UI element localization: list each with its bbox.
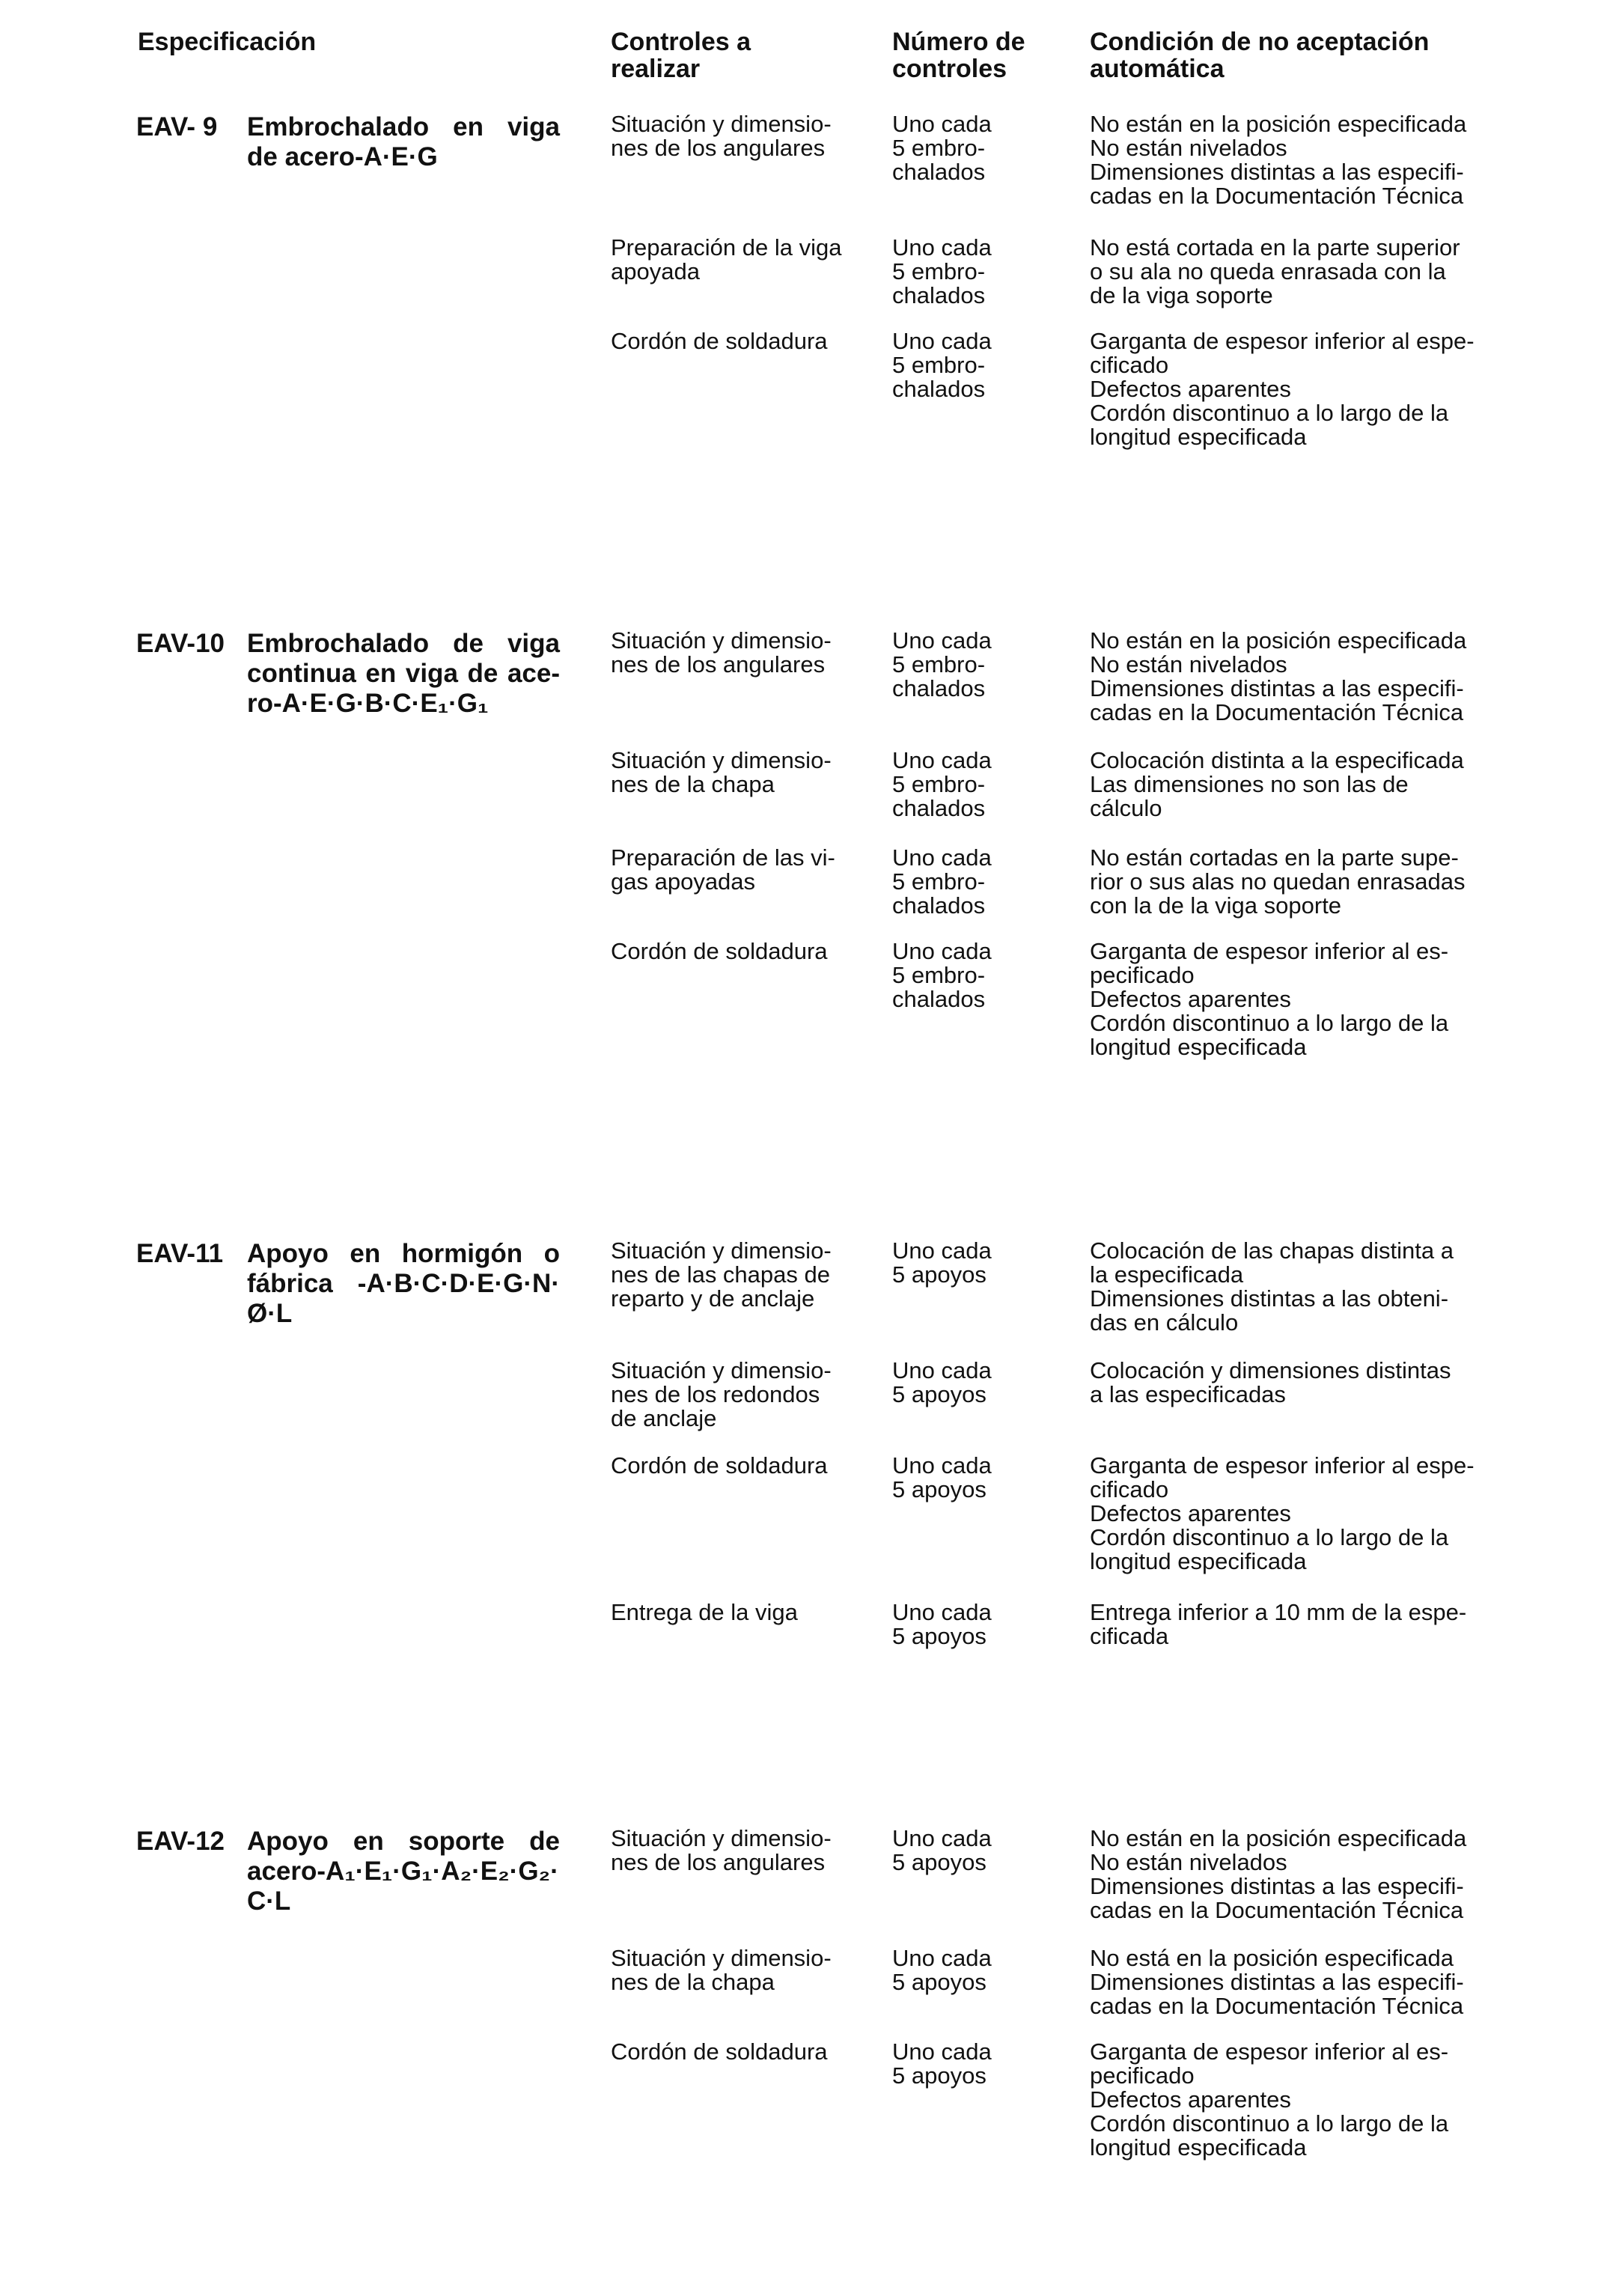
cell-line: das en cálculo (1090, 1309, 1239, 1336)
header-condicion (1090, 28, 1539, 82)
frequency-cell (892, 629, 1064, 701)
header-line: automática (1090, 55, 1225, 83)
cell-line: Uno cada (892, 111, 992, 137)
spec-title-line: continua en viga de ace- (247, 659, 560, 688)
cell-line: Garganta de espesor inferior al espe- (1090, 1452, 1475, 1479)
cell-line: Cordón de soldadura (611, 328, 828, 354)
cell-line: Cordón discontinuo a lo largo de la (1090, 2110, 1449, 2137)
cell-line: No están en la posición especificada (1090, 1825, 1467, 1851)
cell-line: nes de los redondos (611, 1381, 820, 1407)
cell-line: Cordón de soldadura (611, 938, 828, 964)
cell-line: Uno cada (892, 1237, 992, 1264)
control-cell (611, 1601, 873, 1624)
cell-line: pecificado (1090, 2062, 1195, 2089)
cell-line: cadas en la Documentación Técnica (1090, 1993, 1464, 2019)
control-cell (611, 236, 873, 284)
cell-line: chalados (892, 159, 986, 185)
cell-line: nes de la chapa (611, 1969, 775, 1995)
cell-line: cificada (1090, 1623, 1169, 1649)
cell-line: No está cortada en la parte superior (1090, 234, 1460, 261)
control-cell (611, 629, 873, 677)
cell-line: Uno cada (892, 1825, 992, 1851)
cell-line: Situación y dimensio- (611, 111, 832, 137)
cell-line: chalados (892, 282, 986, 308)
cell-line: cificado (1090, 352, 1169, 378)
cell-line: rior o sus alas no quedan enrasadas (1090, 868, 1466, 895)
cell-line: chalados (892, 986, 986, 1012)
rejection-condition-cell (1090, 1827, 1524, 1922)
cell-line: Situación y dimensio- (611, 1237, 832, 1264)
rejection-condition-cell (1090, 1946, 1524, 2018)
cell-line: Dimensiones distintas a las especifi- (1090, 675, 1464, 701)
rejection-condition-cell (1090, 2040, 1524, 2160)
cell-line: Garganta de espesor inferior al es- (1090, 2038, 1449, 2065)
cell-line: nes de la chapa (611, 771, 775, 797)
spec-title-line: de acero-A·E·G (247, 142, 438, 171)
spec-title (247, 1827, 560, 1916)
cell-line: Garganta de espesor inferior al espe- (1090, 328, 1475, 354)
frequency-cell (892, 1827, 1064, 1875)
cell-line: Cordón discontinuo a lo largo de la (1090, 1010, 1449, 1036)
cell-line: No está en la posición especificada (1090, 1945, 1454, 1971)
cell-line: 5 apoyos (892, 1476, 987, 1502)
cell-line: Garganta de espesor inferior al es- (1090, 938, 1449, 964)
cell-line: apoyada (611, 258, 700, 284)
header-numero (892, 28, 1072, 82)
cell-line: Dimensiones distintas a las especifi- (1090, 159, 1464, 185)
cell-line: No están nivelados (1090, 651, 1287, 677)
cell-line: cadas en la Documentación Técnica (1090, 699, 1464, 725)
rejection-condition-cell (1090, 1359, 1524, 1407)
cell-line: No están nivelados (1090, 1849, 1287, 1875)
cell-line: nes de los angulares (611, 1849, 826, 1875)
header-controles (611, 28, 865, 82)
control-cell (611, 2040, 873, 2064)
cell-line: chalados (892, 795, 986, 821)
cell-line: longitud especificada (1090, 1034, 1307, 1060)
rejection-condition-cell (1090, 1601, 1524, 1648)
frequency-cell (892, 1359, 1064, 1407)
cell-line: nes de los angulares (611, 651, 826, 677)
cell-line: Dimensiones distintas a las especifi- (1090, 1969, 1464, 1995)
cell-line: Las dimensiones no son las de (1090, 771, 1409, 797)
spec-title-line: Apoyo en soporte de (247, 1827, 560, 1856)
frequency-cell (892, 112, 1064, 184)
cell-line: Colocación y dimensiones distintas (1090, 1357, 1451, 1383)
header-line: Número de (892, 28, 1025, 56)
cell-line: Cordón de soldadura (611, 1452, 828, 1479)
spec-title-line: Ø·L (247, 1299, 293, 1328)
cell-line: 5 embro- (892, 352, 986, 378)
cell-line: pecificado (1090, 962, 1195, 988)
header-line: Condición de no aceptación (1090, 28, 1430, 56)
cell-line: Uno cada (892, 234, 992, 261)
rejection-condition-cell (1090, 329, 1524, 449)
cell-line: la especificada (1090, 1261, 1244, 1288)
control-cell (611, 749, 873, 797)
cell-line: Uno cada (892, 1357, 992, 1383)
control-cell (611, 112, 873, 160)
spec-title-line: Apoyo en hormigón o (247, 1239, 560, 1268)
header-line: realizar (611, 55, 701, 83)
spec-title-line: C·L (247, 1887, 291, 1916)
cell-line: nes de los angulares (611, 135, 826, 161)
spec-code: EAV- 9 (136, 112, 218, 141)
cell-line: Cordón discontinuo a lo largo de la (1090, 1524, 1449, 1550)
spec-title (247, 112, 560, 172)
cell-line: 5 embro- (892, 651, 986, 677)
cell-line: Uno cada (892, 1945, 992, 1971)
cell-line: de anclaje (611, 1405, 717, 1431)
cell-line: Dimensiones distintas a las obteni- (1090, 1285, 1449, 1312)
cell-line: Entrega inferior a 10 mm de la espe- (1090, 1599, 1467, 1625)
frequency-cell (892, 1601, 1064, 1648)
cell-line: o su ala no queda enrasada con la (1090, 258, 1446, 284)
cell-line: Uno cada (892, 1599, 992, 1625)
spec-title-line: ro-A·E·G·B·C·E₁·G₁ (247, 689, 489, 718)
cell-line: Uno cada (892, 938, 992, 964)
cell-line: 5 embro- (892, 868, 986, 895)
cell-line: No están nivelados (1090, 135, 1287, 161)
cell-line: No están cortadas en la parte supe- (1090, 844, 1459, 871)
cell-line: cadas en la Documentación Técnica (1090, 183, 1464, 209)
spec-title (247, 629, 560, 719)
cell-line: Defectos aparentes (1090, 1500, 1291, 1526)
cell-line: Uno cada (892, 627, 992, 654)
control-cell (611, 1454, 873, 1478)
cell-line: con la de la viga soporte (1090, 892, 1342, 919)
cell-line: Uno cada (892, 844, 992, 871)
cell-line: 5 apoyos (892, 1849, 987, 1875)
control-cell (611, 940, 873, 963)
cell-line: 5 apoyos (892, 1623, 987, 1649)
spec-code: EAV-12 (136, 1827, 225, 1856)
cell-line: chalados (892, 892, 986, 919)
control-cell (611, 1359, 873, 1431)
cell-line: Preparación de la viga (611, 234, 842, 261)
header-line: Especificación (138, 28, 317, 56)
cell-line: Uno cada (892, 2038, 992, 2065)
rejection-condition-cell (1090, 749, 1524, 820)
cell-line: Situación y dimensio- (611, 747, 832, 773)
cell-line: Cordón de soldadura (611, 2038, 828, 2065)
frequency-cell (892, 236, 1064, 308)
cell-line: chalados (892, 376, 986, 402)
frequency-cell (892, 2040, 1064, 2088)
cell-line: reparto y de anclaje (611, 1285, 815, 1312)
cell-line: Colocación distinta a la especificada (1090, 747, 1464, 773)
cell-line: Cordón discontinuo a lo largo de la (1090, 400, 1449, 426)
rejection-condition-cell (1090, 1454, 1524, 1574)
cell-line: 5 apoyos (892, 1381, 987, 1407)
cell-line: Colocación de las chapas distinta a (1090, 1237, 1454, 1264)
spec-title-line: fábrica -A·B·C·D·E·G·N· (247, 1269, 560, 1298)
cell-line: 5 embro- (892, 135, 986, 161)
cell-line: nes de las chapas de (611, 1261, 830, 1288)
control-cell (611, 1827, 873, 1875)
cell-line: Defectos aparentes (1090, 376, 1291, 402)
cell-line: Situación y dimensio- (611, 627, 832, 654)
spec-title-line: Embrochalado de viga (247, 629, 560, 658)
spec-code: EAV-10 (136, 629, 225, 658)
rejection-condition-cell (1090, 236, 1524, 308)
control-cell (611, 329, 873, 353)
cell-line: Situación y dimensio- (611, 1357, 832, 1383)
cell-line: longitud especificada (1090, 424, 1307, 450)
control-cell (611, 1946, 873, 1994)
cell-line: Preparación de las vi- (611, 844, 835, 871)
cell-line: Defectos aparentes (1090, 2086, 1291, 2113)
cell-line: No están en la posición especificada (1090, 111, 1467, 137)
frequency-cell (892, 846, 1064, 918)
frequency-cell (892, 329, 1064, 401)
frequency-cell (892, 1454, 1064, 1502)
spec-code: EAV-11 (136, 1239, 224, 1268)
cell-line: 5 apoyos (892, 1261, 987, 1288)
cell-line: 5 embro- (892, 962, 986, 988)
header-line: Controles a (611, 28, 751, 56)
cell-line: cálculo (1090, 795, 1162, 821)
cell-line: 5 apoyos (892, 2062, 987, 2089)
cell-line: 5 apoyos (892, 1969, 987, 1995)
rejection-condition-cell (1090, 629, 1524, 725)
frequency-cell (892, 940, 1064, 1011)
cell-line: de la viga soporte (1090, 282, 1273, 308)
cell-line: Dimensiones distintas a las especifi- (1090, 1873, 1464, 1899)
header-line: controles (892, 55, 1007, 83)
cell-line: Defectos aparentes (1090, 986, 1291, 1012)
spec-title (247, 1239, 560, 1329)
cell-line: a las especificadas (1090, 1381, 1286, 1407)
spec-title-line: Embrochalado en viga (247, 112, 560, 141)
cell-line: Situación y dimensio- (611, 1945, 832, 1971)
cell-line: Uno cada (892, 1452, 992, 1479)
header-especificacion (138, 28, 316, 55)
cell-line: cificado (1090, 1476, 1169, 1502)
cell-line: 5 embro- (892, 258, 986, 284)
frequency-cell (892, 1946, 1064, 1994)
cell-line: cadas en la Documentación Técnica (1090, 1897, 1464, 1923)
control-cell (611, 1239, 873, 1311)
frequency-cell (892, 749, 1064, 820)
cell-line: Uno cada (892, 328, 992, 354)
cell-line: Situación y dimensio- (611, 1825, 832, 1851)
cell-line: gas apoyadas (611, 868, 756, 895)
rejection-condition-cell (1090, 846, 1524, 918)
rejection-condition-cell (1090, 112, 1524, 208)
cell-line: No están en la posición especificada (1090, 627, 1467, 654)
rejection-condition-cell (1090, 1239, 1524, 1335)
cell-line: chalados (892, 675, 986, 701)
spec-title-line: acero-A₁·E₁·G₁·A₂·E₂·G₂· (247, 1857, 559, 1886)
cell-line: Uno cada (892, 747, 992, 773)
cell-line: longitud especificada (1090, 2134, 1307, 2161)
frequency-cell (892, 1239, 1064, 1287)
cell-line: Entrega de la viga (611, 1599, 798, 1625)
rejection-condition-cell (1090, 940, 1524, 1059)
cell-line: 5 embro- (892, 771, 986, 797)
cell-line: longitud especificada (1090, 1548, 1307, 1574)
control-cell (611, 846, 873, 894)
